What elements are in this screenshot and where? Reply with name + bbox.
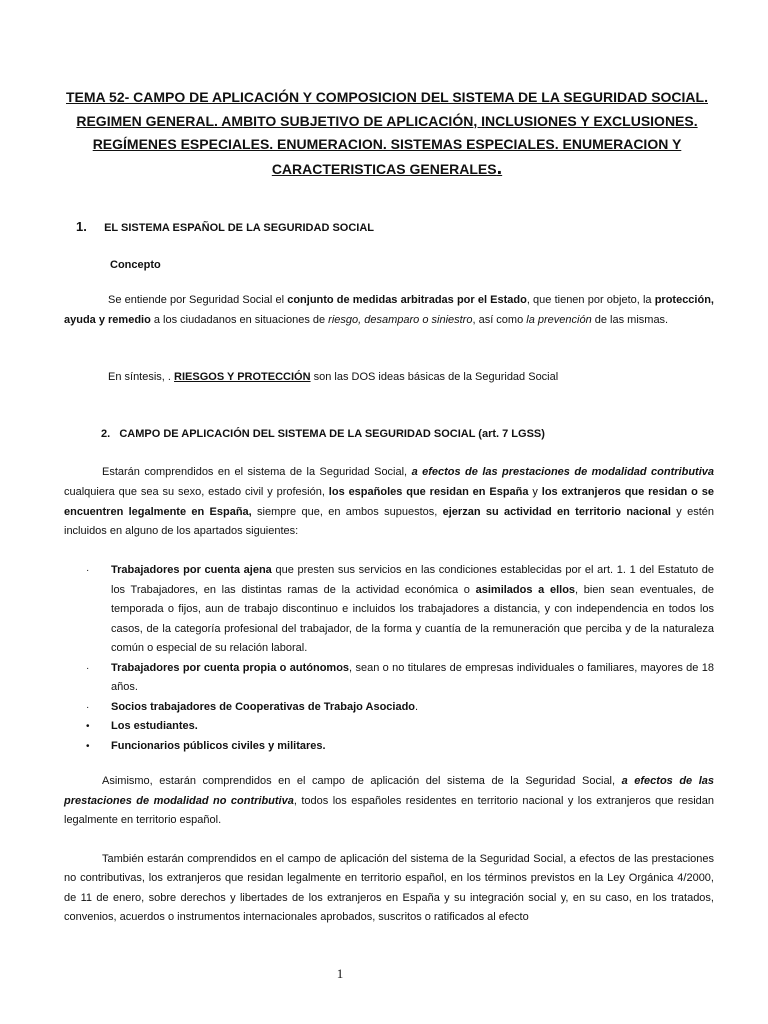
def-bold-1: conjunto de medidas arbitradas por el Estado <box>287 294 527 306</box>
section-1-title: EL SISTEMA ESPAÑOL DE LA SEGURIDAD SOCIAL <box>104 222 374 234</box>
beneficiaries-list <box>84 561 714 756</box>
art7-bold-3: ejerzan su actividad en territorio nacional <box>442 505 671 518</box>
def-italic-1: riesgo, desamparo o siniestro <box>328 313 473 326</box>
page-number: 1 <box>336 966 344 981</box>
list-item <box>84 659 714 698</box>
list-item-bold: Trabajadores por cuenta propia o autónomos <box>111 661 350 674</box>
bullet-icon: · <box>86 662 90 674</box>
list-item <box>84 717 714 737</box>
list-item <box>84 737 714 757</box>
synth-bold: RIESGOS Y PROTECCIÓN <box>174 371 311 383</box>
art7-text-5: y estén incluidos en alguno de los apartados siguientes: <box>64 505 714 538</box>
list-item-text: , sean o no titulares de empresas individuales o familiares, mayores de 18 años. <box>111 661 714 693</box>
bullet-icon: • <box>86 721 90 732</box>
bullet-icon: · <box>86 565 90 576</box>
def-text-3: a los ciudadanos en situaciones de <box>150 313 329 326</box>
section-2-heading: 2. CAMPO DE APLICACIÓN DEL SISTEMA DE LA SEGURIDAD SOCIAL (art. 7 LGSS) <box>101 428 545 440</box>
section-1-heading <box>76 219 374 234</box>
def-text-5: de las mismas. <box>591 313 669 326</box>
list-item-bold: Trabajadores por cuenta ajena <box>111 564 272 576</box>
asim-bold-italic: a efectos de las prestaciones de modalidad no contributiva <box>64 775 714 807</box>
definition-paragraph <box>64 291 714 330</box>
art7-text-3: y <box>528 485 542 498</box>
tambien-paragraph: También estarán comprendidos en el campo de aplicación del sistema de la Seguridad Social, a efectos de las prestaciones no contributivas, los extranjeros que residan legalmente en territorio español, en los términos previstos en la Ley Orgánica 4/2000, de 11 de enero, sobre derechos y libertades de los extranjeros en España y su integración social y, en su caso, en los tratados, convenios, acuerdos o instrumentos internacionales aprobados, suscritos o ratificados al efecto <box>64 853 714 924</box>
def-text-2: , que tienen por objeto, la <box>526 294 655 306</box>
def-bold-2: protección, ayuda y remedio <box>64 294 714 326</box>
bullet-icon: • <box>86 740 90 752</box>
asimismo-paragraph <box>64 772 714 831</box>
asim-text-1: Asimismo, estarán comprendidos en el campo de aplicación del sistema de la Seguridad Social, <box>102 775 622 787</box>
synth-text-2: son las DOS ideas básicas de la Seguridad Social <box>310 371 559 383</box>
art7-paragraph <box>64 463 714 542</box>
list-item <box>84 561 714 659</box>
list-item-bold: Los estudiantes. <box>111 720 198 732</box>
art7-bold-italic: a efectos de las prestaciones de modalidad contributiva <box>411 466 715 478</box>
art7-text-2: cualquiera que sea su sexo, estado civil y profesión, <box>64 485 329 498</box>
art7-bold-2: los extranjeros que residan o se encuentren legalmente en España, <box>64 485 714 518</box>
bullet-icon: · <box>86 701 90 713</box>
def-italic-2: la prevención <box>526 313 592 326</box>
document-title <box>64 86 710 181</box>
list-item-text: que presten sus servicios en las condiciones establecidas por el art. 1. 1 del Estatuto de los Trabajadores, en las distintas ramas de la actividad económica o <box>111 564 714 596</box>
art7-text-1: Estarán comprendidos en el sistema de la Seguridad Social, <box>102 466 412 478</box>
synthesis-paragraph <box>64 368 714 388</box>
title-text: TEMA 52- CAMPO DE APLICACIÓN Y COMPOSICION DEL SISTEMA DE LA SEGURIDAD SOCIAL. REGIMEN GENERAL. AMBITO SUBJETIVO DE APLICACIÓN, INCLUSIONES Y EXCLUSIONES. REGÍMENES ESPECIALES. ENUMERACION. SISTEMAS ESPECIALES. ENUMERACION Y CARACTERISTICAS GENERALES <box>66 89 708 177</box>
art7-bold-1: los españoles que residan en España <box>328 485 529 498</box>
list-item-bold: Funcionarios públicos civiles y militares. <box>111 739 326 752</box>
synth-text-1: En síntesis, . <box>108 371 175 383</box>
list-item-text: . <box>415 700 419 713</box>
asim-text-2: , todos los españoles residentes en territorio nacional y los extranjeros que residan legalmente en territorio español. <box>64 794 715 827</box>
list-item-bold-2: asimilados a ellos <box>475 583 576 596</box>
title-period: . <box>496 156 503 179</box>
list-item <box>84 698 714 718</box>
art7-text-4: siempre que, en ambos supuestos, <box>251 505 443 518</box>
list-item-text-2: , bien sean eventuales, de temporada o fijos, aun de trabajo discontinuo e incluidos los trabajadores a distancia, y con independencia en todos los casos, de la categoría profesional del trabajador, de la forma y cuantía de la remuneración que perciba y de la naturaleza común o especial de su relación laboral. <box>111 583 714 654</box>
def-text-4: , así como <box>472 313 527 326</box>
concept-heading: Concepto <box>110 259 161 271</box>
list-item-bold: Socios trabajadores de Cooperativas de Trabajo Asociado <box>111 700 416 713</box>
section-1-number: 1. <box>76 219 87 234</box>
def-text-1: Se entiende por Seguridad Social el <box>108 294 288 306</box>
